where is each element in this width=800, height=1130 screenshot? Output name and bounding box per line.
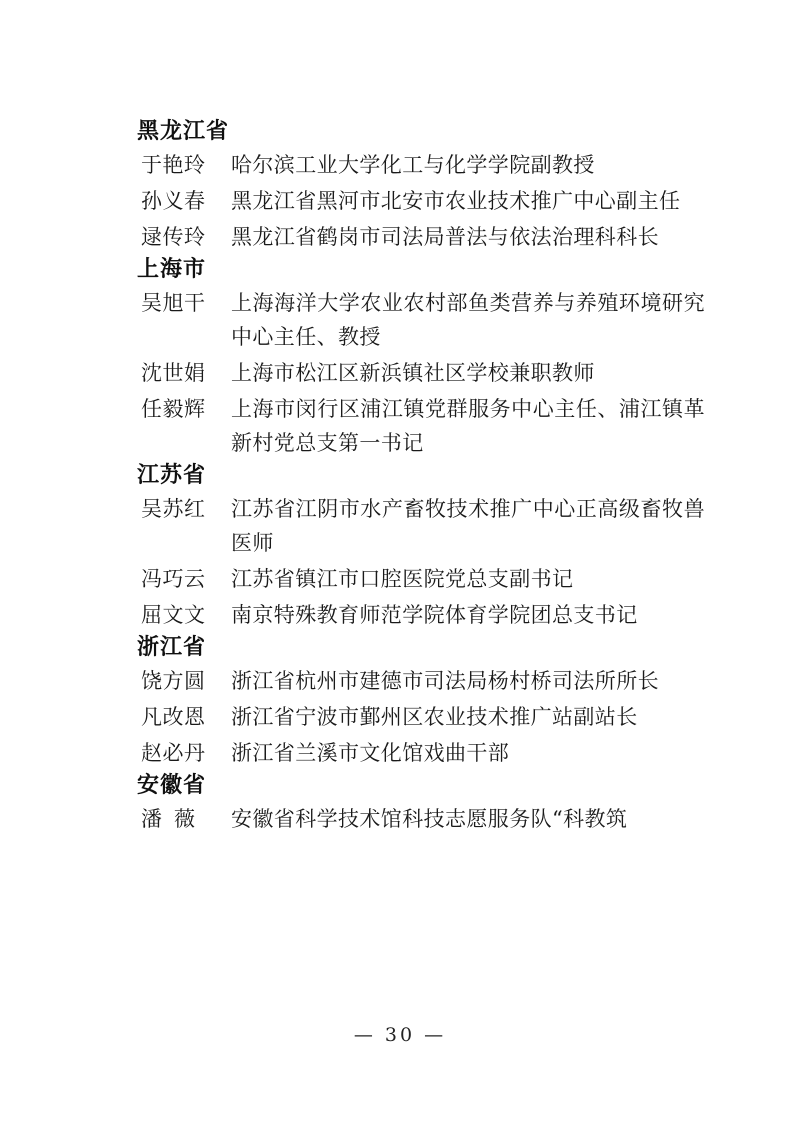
entry-row (135, 598, 705, 632)
entry-description: 浙江省杭州市建德市司法局杨村桥司法所所长 (231, 669, 659, 694)
entry-description: 江苏省江阴市水产畜牧技术推广中心正高级畜牧兽医师 (231, 497, 705, 556)
entry-description: 哈尔滨工业大学化工与化学学院副教授 (231, 153, 595, 177)
entry-row (135, 700, 705, 734)
entry-row (135, 356, 705, 390)
entry-name: 于艳玲 (141, 153, 206, 177)
entry-name: 饶方圆 (141, 669, 206, 694)
entry-name: 沈世娟 (141, 361, 206, 386)
entry-row (135, 392, 705, 460)
entry-name: 屈文文 (141, 603, 206, 628)
entry-name: 逯传玲 (141, 225, 206, 250)
section (135, 774, 705, 836)
entry-name: 凡改恩 (141, 705, 206, 730)
entry-row (135, 562, 705, 596)
section (135, 464, 705, 632)
entry-description: 上海海洋大学农业农村部鱼类营养与养殖环境研究中心主任、教授 (231, 291, 705, 350)
entry-row (135, 492, 705, 560)
section-heading: 黑龙江省 (137, 118, 230, 144)
section (135, 636, 705, 770)
entry-row (135, 148, 705, 182)
entry-description: 上海市松江区新浜镇社区学校兼职教师 (231, 361, 595, 386)
entry-description: 江苏省镇江市口腔医院党总支副书记 (231, 567, 574, 592)
entry-description: 浙江省宁波市鄞州区农业技术推广站副站长 (231, 705, 638, 730)
entry-row (135, 802, 705, 836)
entry-row (135, 736, 705, 770)
entry-description: 南京特殊教育师范学院体育学院团总支书记 (231, 603, 638, 628)
entry-name: 赵必丹 (141, 741, 206, 766)
entry-name: 冯巧云 (141, 567, 206, 592)
entry-row (135, 220, 705, 254)
document-body (135, 120, 705, 836)
entry-name: 吴苏红 (141, 497, 206, 522)
entry-description: 黑龙江省黑河市北安市农业技术推广中心副主任 (231, 189, 681, 214)
entry-row (135, 664, 705, 698)
section-heading: 安徽省 (137, 772, 207, 799)
section-heading: 浙江省 (137, 634, 207, 661)
entry-description: 黑龙江省鹤岗市司法局普法与依法治理科科长 (231, 225, 659, 250)
entry-description: 上海市闵行区浦江镇党群服务中心主任、浦江镇革新村党总支第一书记 (231, 397, 705, 456)
section-heading: 上海市 (137, 256, 207, 283)
section-heading: 江苏省 (137, 462, 207, 489)
entry-row (135, 286, 705, 354)
entry-name: 任毅辉 (141, 397, 206, 422)
page-number: — 30 — (353, 1024, 447, 1046)
entry-name: 吴旭干 (141, 291, 206, 316)
entry-description: 安徽省科学技术馆科技志愿服务队“科教筑 (231, 807, 628, 832)
entry-name: 潘薇 (141, 807, 207, 832)
entry-name: 孙义春 (141, 189, 206, 214)
section (135, 258, 705, 460)
section (135, 120, 705, 254)
entry-description: 浙江省兰溪市文化馆戏曲干部 (231, 741, 510, 766)
entry-row (135, 184, 705, 218)
